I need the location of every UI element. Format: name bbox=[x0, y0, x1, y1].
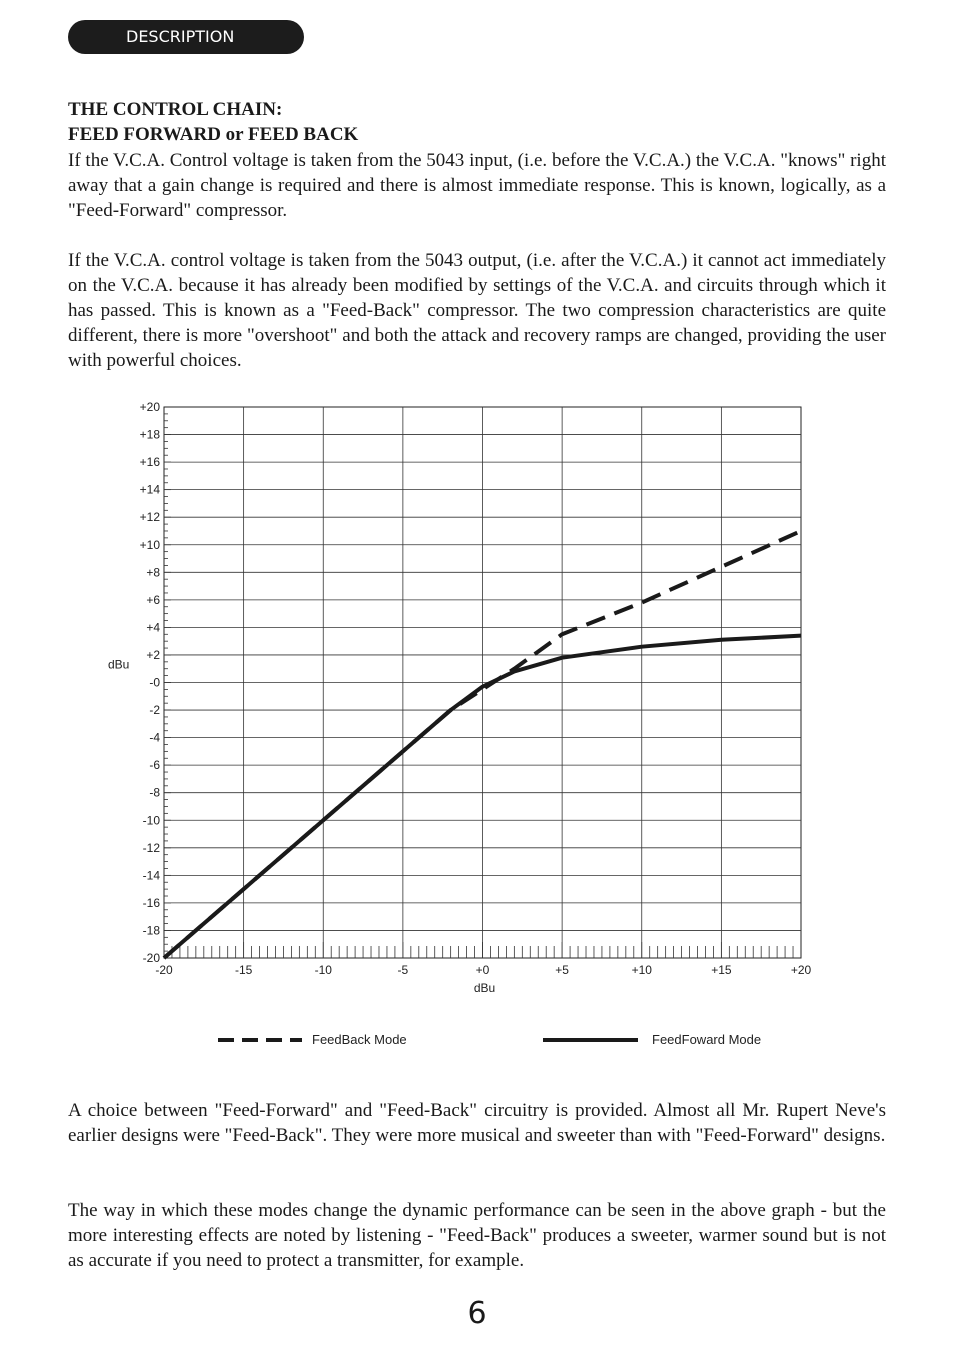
section-tab-label: DESCRIPTION bbox=[126, 27, 235, 46]
legend-label-feedback: FeedBack Mode bbox=[312, 1032, 407, 1047]
x-tick-label: +0 bbox=[475, 963, 490, 977]
x-tick-label: +20 bbox=[790, 963, 812, 977]
paragraph-performance: The way in which these modes change the dynamic performance can be seen in the above graph - but the more interesting effects are noted by listening - "Feed-Back" produces a sweeter, warmer sound but is not as accurate if you need to protect a transmitter, for example. bbox=[68, 1200, 886, 1271]
y-tick-label: +8 bbox=[146, 565, 160, 580]
y-tick-label: -6 bbox=[149, 758, 160, 773]
y-tick-label: -4 bbox=[149, 730, 160, 745]
y-tick-label: -20 bbox=[142, 951, 160, 965]
paragraph-choice: A choice between "Feed-Forward" and "Feed-Back" circuitry is provided. Almost all Mr. Rupert Neve's earlier designs were "Feed-Back". They were more musical and sweeter than with "Feed-Forward" designs. bbox=[68, 1100, 886, 1146]
x-tick-label: +10 bbox=[631, 963, 652, 977]
heading-line-1: THE CONTROL CHAIN: bbox=[68, 99, 283, 120]
y-tick-label: -18 bbox=[142, 923, 160, 938]
y-tick-label: -0 bbox=[149, 675, 160, 690]
y-tick-label: -16 bbox=[142, 895, 160, 910]
x-tick-label: -5 bbox=[397, 963, 409, 977]
y-tick-label: +16 bbox=[139, 455, 160, 470]
y-tick-label: +18 bbox=[139, 427, 160, 442]
y-tick-label: +14 bbox=[139, 482, 160, 497]
y-tick-label: +10 bbox=[139, 537, 160, 552]
y-tick-label: -14 bbox=[142, 868, 160, 883]
x-axis-label: dBu bbox=[473, 981, 496, 995]
x-tick-label: -15 bbox=[234, 963, 253, 977]
x-tick-label: -20 bbox=[155, 963, 173, 977]
paragraph-feed-forward: If the V.C.A. Control voltage is taken from the 5043 input, (i.e. before the V.C.A.) the V.C.A. "knows" right away that a gain change is required and there is almost immediate response. This is known, logically, as a "Feed-Forward" compressor. bbox=[68, 150, 886, 221]
y-tick-label: -10 bbox=[142, 813, 160, 828]
y-tick-label: +4 bbox=[146, 620, 160, 635]
y-tick-label: -2 bbox=[149, 703, 160, 718]
heading-line-2: FEED FORWARD or FEED BACK bbox=[68, 124, 359, 145]
x-tick-label: +5 bbox=[555, 963, 569, 977]
y-tick-label: +12 bbox=[139, 510, 160, 525]
compression-chart bbox=[0, 390, 954, 1060]
y-tick-label: -8 bbox=[149, 785, 160, 800]
y-tick-label: +20 bbox=[139, 400, 160, 414]
y-axis-label: dBu bbox=[108, 657, 130, 672]
y-tick-label: -12 bbox=[142, 840, 160, 855]
legend-label-feedforward: FeedFoward Mode bbox=[652, 1032, 762, 1047]
y-tick-label: +6 bbox=[146, 592, 160, 607]
section-heading bbox=[68, 97, 886, 147]
paragraph-feed-back: If the V.C.A. control voltage is taken from the 5043 output, (i.e. after the V.C.A.) it cannot act immediately on the V.C.A. because it has already been modified by settings of the V.C.A. and circuits through which it has passed. This is known as a "Feed-Back" compressor. The two compression characteristics are quite different, there is more "overshoot" and both the attack and recovery ramps are changed, providing the user with powerful choices. bbox=[68, 250, 886, 371]
page-number: 6 bbox=[467, 1296, 487, 1331]
y-tick-label: +2 bbox=[146, 647, 160, 662]
x-tick-label: -10 bbox=[314, 963, 332, 977]
x-tick-label: +15 bbox=[711, 963, 732, 977]
section-tab bbox=[68, 20, 304, 54]
